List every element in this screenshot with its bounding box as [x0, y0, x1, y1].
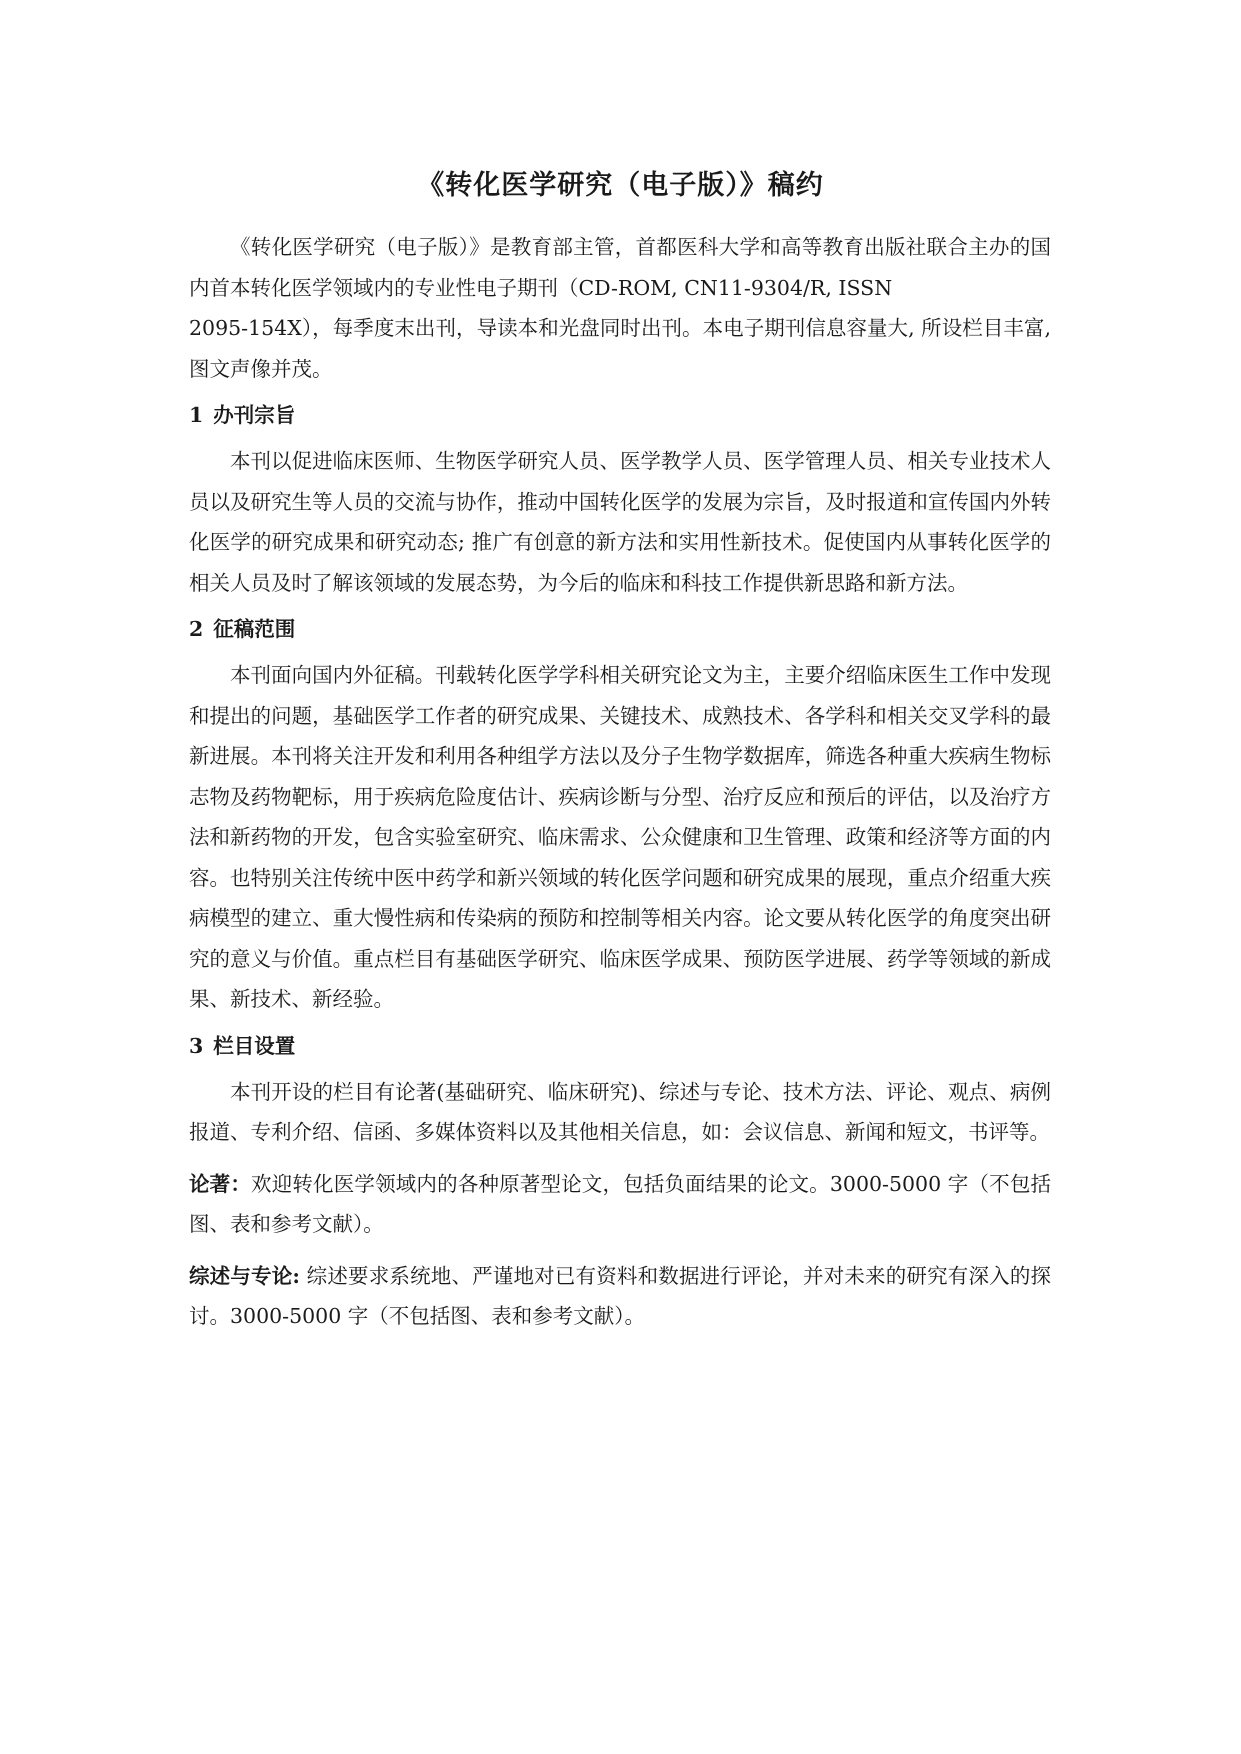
section-title: 征稿范围 [213, 617, 296, 641]
column-label: 综述与专论: [189, 1263, 300, 1288]
section-heading-2 [189, 614, 1051, 644]
column-entry-articles [189, 1164, 1051, 1245]
column-label: 论著： [189, 1171, 252, 1196]
intro-paragraph [189, 227, 1051, 389]
section-number: 2 [189, 617, 204, 641]
section-heading-1 [189, 400, 1051, 430]
section-body-2: 本刊面向国内外征稿。刊载转化医学学科相关研究论文为主，主要介绍临床医生工作中发现和提出的问题，基础医学工作者的研究成果、关键技术、成熟技术、各学科和相关交叉学科的最新进展。本刊将关注开发和利用各种组学方法以及分子生物学数据库，筛选各种重大疾病生物标志物及药物靶标，用于疾病危险度估计、疾病诊断与分型、治疗反应和预后的评估，以及治疗方法和新药物的开发，包含实验室研究、临床需求、公众健康和卫生管理、政策和经济等方面的内容。也特别关注传统中医中药学和新兴领域的转化医学问题和研究成果的展现，重点介绍重大疾病模型的建立、重大慢性病和传染病的预防和控制等相关内容。论文要从转化医学的角度突出研究的意义与价值。重点栏目有基础医学研究、临床医学成果、预防医学进展、药学等领域的新成果、新技术、新经验。 [189, 663, 1051, 1011]
section-body-3: 本刊开设的栏目有论著(基础研究、临床研究)、综述与专论、技术方法、评论、观点、病例报道、专利介绍、信函、多媒体资料以及其他相关信息，如：会议信息、新闻和短文，书评等。 [189, 1079, 1051, 1144]
column-text: 欢迎转化医学领域内的各种原著型论文，包括负面结果的论文。3000-5000 字（不包括图、表和参考文献）。 [189, 1171, 1052, 1236]
document-body [189, 227, 1051, 1348]
section-body-1: 本刊以促进临床医师、生物医学研究人员、医学教学人员、医学管理人员、相关专业技术人员以及研究生等人员的交流与协作，推动中国转化医学的发展为宗旨，及时报道和宣传国内外转化医学的研究成果和研究动态; 推广有创意的新方法和实用性新技术。促使国内从事转化医学的相关人员及时了解该领域的发展态势，为今后的临床和科技工作提供新思路和新方法。 [189, 449, 1051, 595]
section-number: 3 [189, 1033, 204, 1058]
intro-line-a: 《转化医学研究（电子版）》是教育部主管，首都医科大学和高等教育出版社联合主办的国内首本转化医学领域内的专业性电子期刊（CD-ROM, CN11-9304/R, ISSN [189, 235, 1051, 300]
section-number: 1 [189, 403, 204, 427]
column-entry-reviews [189, 1256, 1051, 1337]
section-heading-3 [189, 1031, 1051, 1061]
section-title: 栏目设置 [213, 1033, 296, 1058]
document-title: 《转化医学研究（电子版）》稿约 [417, 170, 824, 201]
column-text: 综述要求系统地、严谨地对已有资料和数据进行评论，并对未来的研究有深入的探讨。3000-5000 字（不包括图、表和参考文献）。 [189, 1263, 1052, 1328]
section-title: 办刊宗旨 [213, 403, 296, 427]
intro-line-b: 2095-154X），每季度末出刊，导读本和光盘同时出刊。本电子期刊信息容量大, 所设栏目丰富, 图文声像并茂。 [189, 316, 1051, 381]
